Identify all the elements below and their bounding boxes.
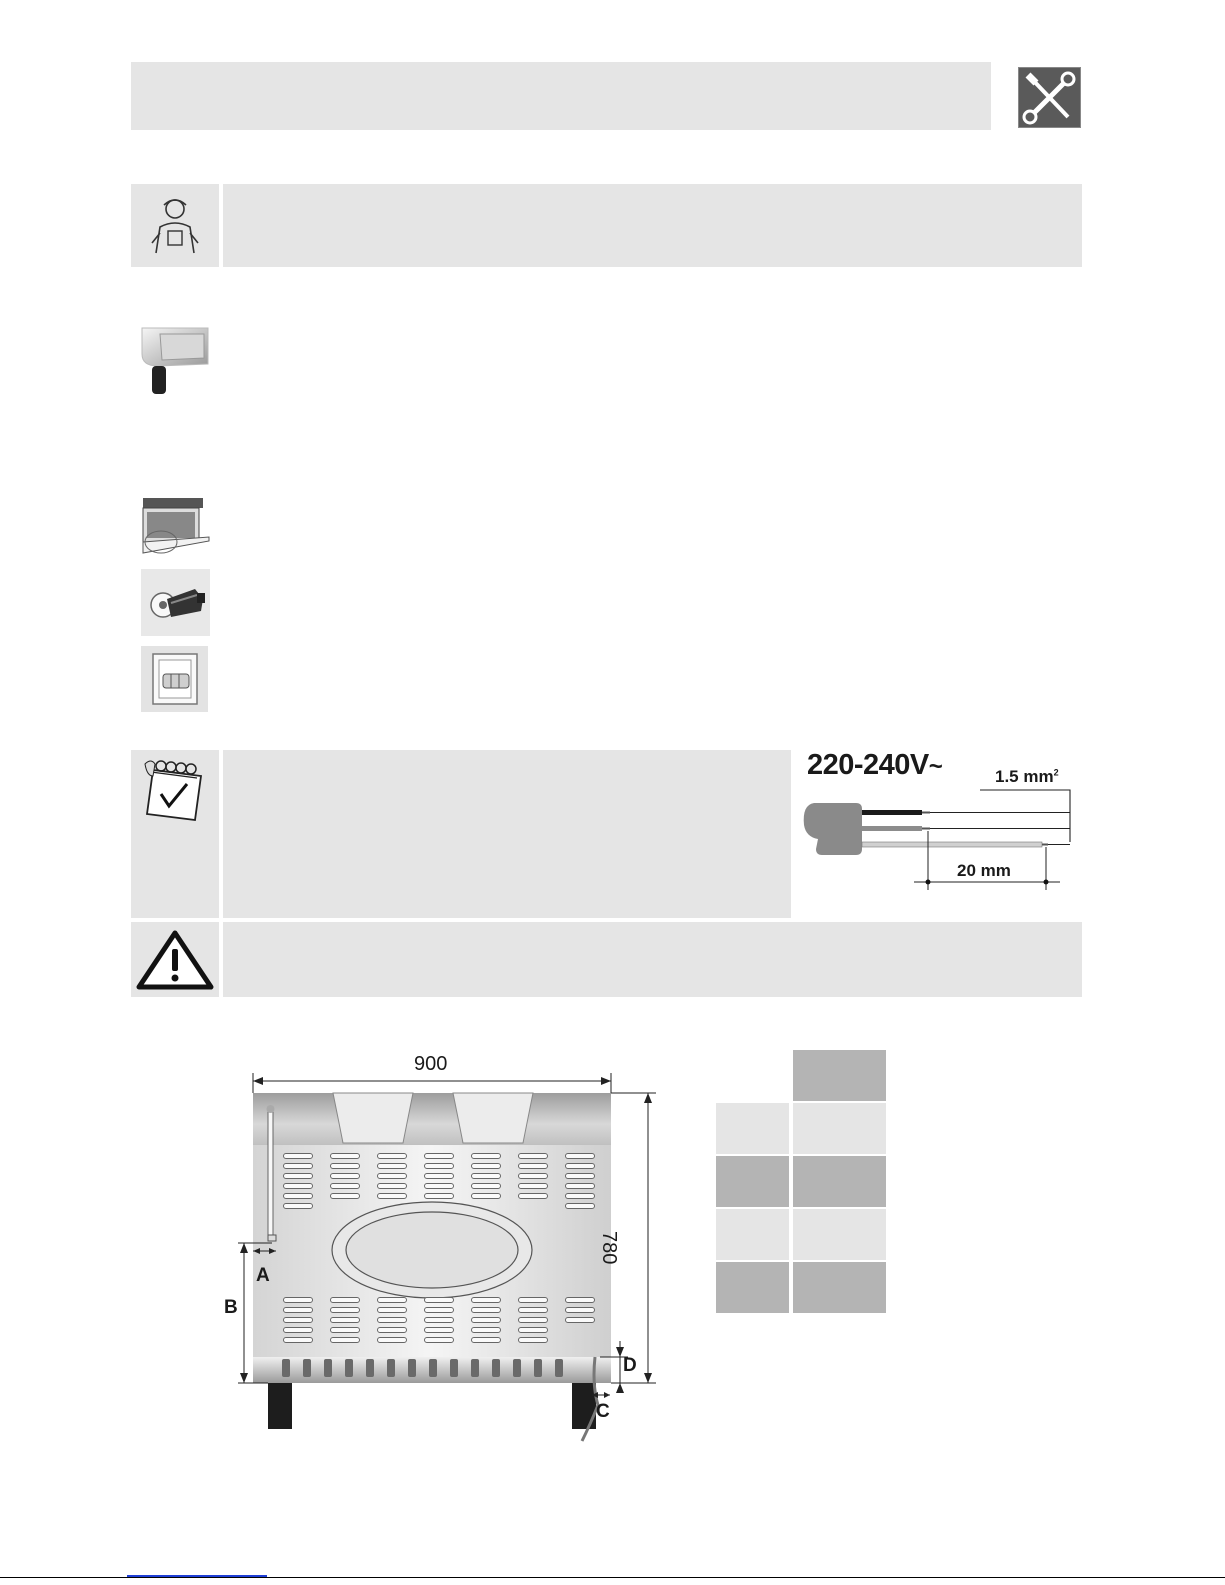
vent-slot (330, 1153, 360, 1159)
voltage-symbol: ~ (928, 753, 943, 780)
vent-slot (424, 1193, 454, 1199)
table-cell (793, 1262, 886, 1313)
vent-slot (377, 1337, 407, 1343)
cable-diagram (800, 745, 1090, 895)
vent-slot (471, 1337, 501, 1343)
notes-text-band (223, 750, 791, 918)
vent-slot (330, 1183, 360, 1189)
vent-slot (283, 1173, 313, 1179)
vent-slot (377, 1163, 407, 1169)
vent-slot (377, 1297, 407, 1303)
vent-slot (471, 1153, 501, 1159)
oven-drawer-icon (141, 497, 211, 557)
notes-checklist-icon (139, 754, 211, 826)
vent-slot (471, 1327, 501, 1333)
plinth-slot (366, 1359, 374, 1377)
installer-icon-box (131, 184, 219, 267)
vent-slot (471, 1297, 501, 1303)
vent-slot (424, 1163, 454, 1169)
installer-technician-icon (142, 193, 208, 259)
plinth-slot (513, 1359, 521, 1377)
vent-slot (424, 1183, 454, 1189)
vent-slot (471, 1317, 501, 1323)
vent-slot (518, 1307, 548, 1313)
notes-icon-box (131, 750, 219, 918)
vent-slot (565, 1203, 595, 1209)
vent-slot (518, 1337, 548, 1343)
vent-slot (283, 1317, 313, 1323)
vent-slot (330, 1173, 360, 1179)
vent-slot (471, 1307, 501, 1313)
appliance-rear-dimension-drawing (220, 1045, 660, 1445)
vent-slot (518, 1193, 548, 1199)
vent-slot (471, 1183, 501, 1189)
vent-slot (424, 1307, 454, 1313)
table-cell (716, 1209, 789, 1260)
width-value: 900 (414, 1053, 448, 1075)
vent-slot (565, 1317, 595, 1323)
plinth-slot (303, 1359, 311, 1377)
warning-triangle-icon (135, 929, 215, 991)
vent-slot (518, 1297, 548, 1303)
vent-slot (330, 1297, 360, 1303)
vent-slot (424, 1153, 454, 1159)
vent-slot (330, 1317, 360, 1323)
plinth-slot (534, 1359, 542, 1377)
vent-slot (471, 1173, 501, 1179)
vent-slot (424, 1317, 454, 1323)
vent-slot (330, 1163, 360, 1169)
vent-slot (424, 1173, 454, 1179)
footer-rule (0, 1577, 1225, 1578)
vent-slot (377, 1183, 407, 1189)
vent-slot (283, 1297, 313, 1303)
table-cell (793, 1209, 886, 1260)
vent-slot (283, 1327, 313, 1333)
vent-slot (518, 1163, 548, 1169)
vent-slot (330, 1327, 360, 1333)
plinth-slot (450, 1359, 458, 1377)
plinth-slot (282, 1359, 290, 1377)
vent-slot (330, 1193, 360, 1199)
vent-slot (377, 1307, 407, 1313)
header-band (131, 62, 991, 130)
vent-slot (565, 1153, 595, 1159)
cross-section-value: 1.5 mm (995, 767, 1054, 786)
vent-slot (330, 1337, 360, 1343)
plinth-slot (345, 1359, 353, 1377)
vent-slot (424, 1297, 454, 1303)
vent-slot (565, 1163, 595, 1169)
label-d: D (623, 1355, 637, 1376)
wrench-screwdriver-icon (1018, 67, 1081, 128)
label-b: B (224, 1297, 238, 1318)
vent-slot (377, 1317, 407, 1323)
vent-slot (565, 1307, 595, 1313)
vent-slot (471, 1163, 501, 1169)
table-cell (716, 1156, 789, 1207)
vent-slot (518, 1153, 548, 1159)
plinth-slot (387, 1359, 395, 1377)
vent-slot (283, 1193, 313, 1199)
vent-slot (377, 1153, 407, 1159)
wall-switch-icon (141, 646, 208, 712)
vent-slot (565, 1297, 595, 1303)
vent-slot (424, 1327, 454, 1333)
vent-slot (424, 1337, 454, 1343)
plinth-slot (555, 1359, 563, 1377)
vent-slot (330, 1307, 360, 1313)
plinth-slot (408, 1359, 416, 1377)
vent-slot (283, 1337, 313, 1343)
voltage-value: 220-240V (807, 749, 929, 781)
power-plug-icon (141, 569, 210, 636)
vent-slot (565, 1193, 595, 1199)
vent-slot (283, 1307, 313, 1313)
installer-text-band (223, 184, 1082, 267)
vent-slot (518, 1317, 548, 1323)
vent-slot (518, 1183, 548, 1189)
plinth-slot (471, 1359, 479, 1377)
table-cell (716, 1262, 789, 1313)
vent-slot (377, 1327, 407, 1333)
vent-slot (518, 1173, 548, 1179)
vent-slot (471, 1193, 501, 1199)
cross-section-sup: 2 (1053, 767, 1059, 778)
footer-link-underline[interactable] (127, 1575, 267, 1577)
height-value: 780 (598, 1231, 620, 1265)
vent-slot (283, 1153, 313, 1159)
plinth-slot (492, 1359, 500, 1377)
plinth-slot (429, 1359, 437, 1377)
vent-slot (283, 1163, 313, 1169)
plinth-slot (324, 1359, 332, 1377)
table-cell (793, 1103, 886, 1154)
vent-slot (565, 1173, 595, 1179)
table-header-cell (793, 1050, 886, 1101)
table-cell (716, 1103, 789, 1154)
vent-slot (377, 1173, 407, 1179)
vent-slot (565, 1183, 595, 1189)
label-c: C (596, 1401, 610, 1422)
vent-slot (518, 1327, 548, 1333)
vent-slot (283, 1203, 313, 1209)
table-cell (793, 1156, 886, 1207)
appliance-feet-icon (138, 324, 210, 396)
label-a: A (256, 1265, 270, 1286)
strip-length-label: 20 mm (957, 861, 1011, 880)
vent-slot (283, 1183, 313, 1189)
warning-icon-box (131, 922, 219, 997)
warning-text-band (223, 922, 1082, 997)
vent-slot (377, 1193, 407, 1199)
